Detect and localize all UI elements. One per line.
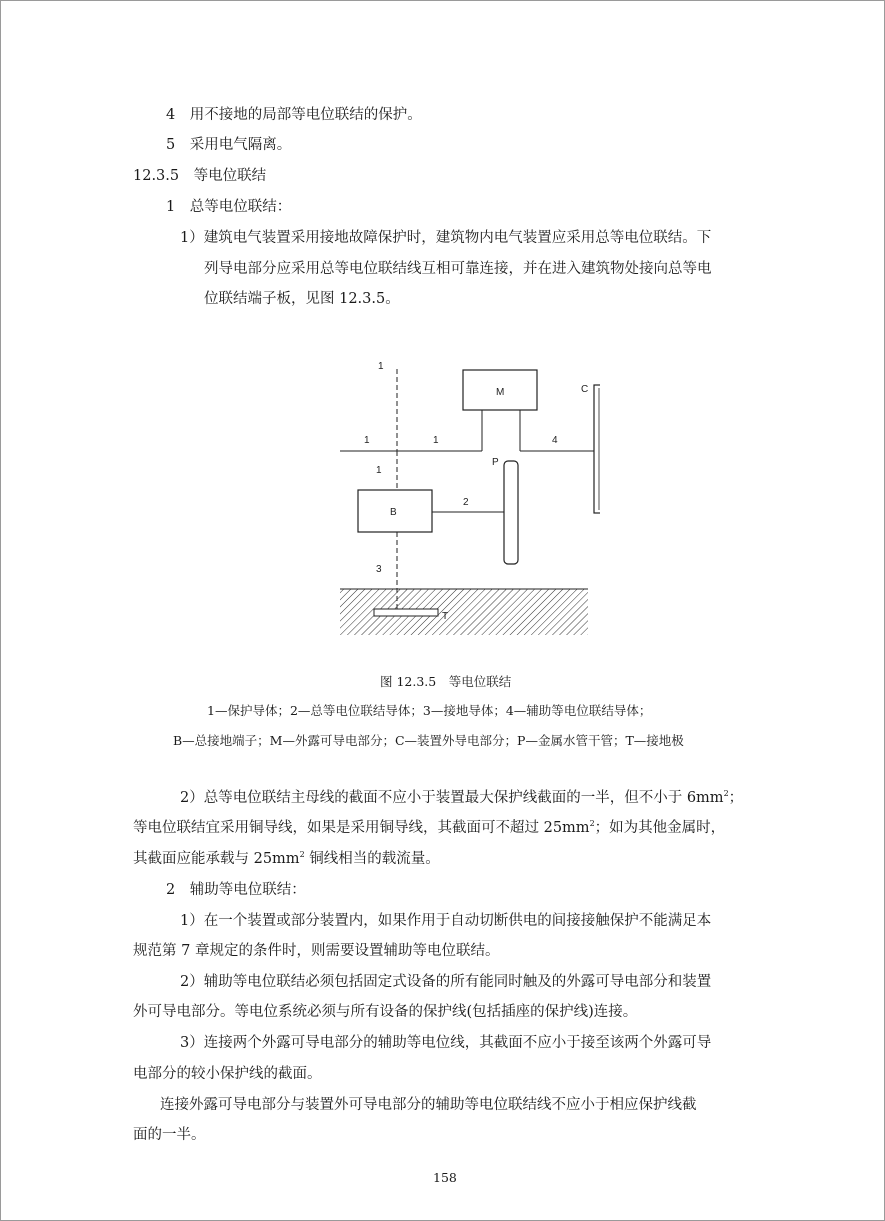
label-4: 4 [552,435,558,446]
paragraph-line: 面的一半。 [133,1127,206,1143]
label-1-lower: 1 [376,465,382,476]
figure-legend: 1—保护导体；2—总等电位联结导体；3—接地导体；4—辅助等电位联结导体； [207,703,652,718]
label-C: C [581,384,589,395]
equipotential-bonding-diagram [330,355,600,645]
subsection-heading-2: 2 辅助等电位联结： [166,882,306,898]
label-T: T [442,611,449,622]
label-P: P [492,457,499,468]
paragraph-line: 2）辅助等电位联结必须包括固定式设备的所有能同时触及的外露可导电部分和装置 [180,974,712,990]
paragraph-line: 连接外露可导电部分与装置外可导电部分的辅助等电位联结线不应小于相应保护线截 [160,1097,697,1113]
figure-legend: B—总接地端子；M—外露可导电部分；C—装置外导电部分；P—金属水管干管；T—接地极 [173,733,684,748]
paragraph-line: 1）建筑电气装置采用接地故障保护时，建筑物内电气装置应采用总等电位联结。下 [180,230,712,246]
paragraph-line: 位联结端子板，见图 12.3.5。 [204,291,400,307]
figure-title: 图 12.3.5 等电位联结 [380,674,512,689]
label-B: B [390,507,397,518]
label-3: 3 [376,564,382,575]
paragraph-line: 规范第 7 章规定的条件时，则需要设置辅助等电位联结。 [133,943,500,959]
list-item-4: 4 用不接地的局部等电位联结的保护。 [166,107,422,123]
subsection-heading-1: 1 总等电位联结： [166,199,292,215]
label-1-mid: 1 [433,435,439,446]
paragraph-line: 1）在一个装置或部分装置内，如果作用于自动切断供电的间接接触保护不能满足本 [180,913,712,929]
paragraph-line: 其截面应能承载与 $25mm^2$ 铜线相当的载流量。 [133,850,440,867]
section-heading: 12.3.5 等电位联结 [133,168,267,184]
label-1-top: 1 [378,361,384,372]
earth-electrode [374,609,438,616]
page-number: 158 [433,1170,457,1185]
paragraph-line: 等电位联结宜采用铜导线，如果是采用铜导线，其截面可不超过 $25mm^2$；如为其他金属时， [133,819,726,836]
label-1-left: 1 [364,435,370,446]
metal-water-pipe [504,461,518,564]
label-2: 2 [463,497,469,508]
paragraph-line: 电部分的较小保护线的截面。 [133,1066,322,1082]
paragraph-line: 2）总等电位联结主母线的截面不应小于装置最大保护线截面的一半，但不小于 $6mm^2$； [180,789,744,806]
paragraph-line: 列导电部分应采用总等电位联结线互相可靠连接，并在进入建筑物处接向总等电 [204,261,712,277]
paragraph-line: 外可导电部分。等电位系统必须与所有设备的保护线(包括插座的保护线)连接。 [133,1004,638,1020]
paragraph-line: 3）连接两个外露可导电部分的辅助等电位线，其截面不应小于接至该两个外露可导 [180,1035,712,1051]
list-item-5: 5 采用电气隔离。 [166,137,292,153]
label-M: M [496,387,505,398]
